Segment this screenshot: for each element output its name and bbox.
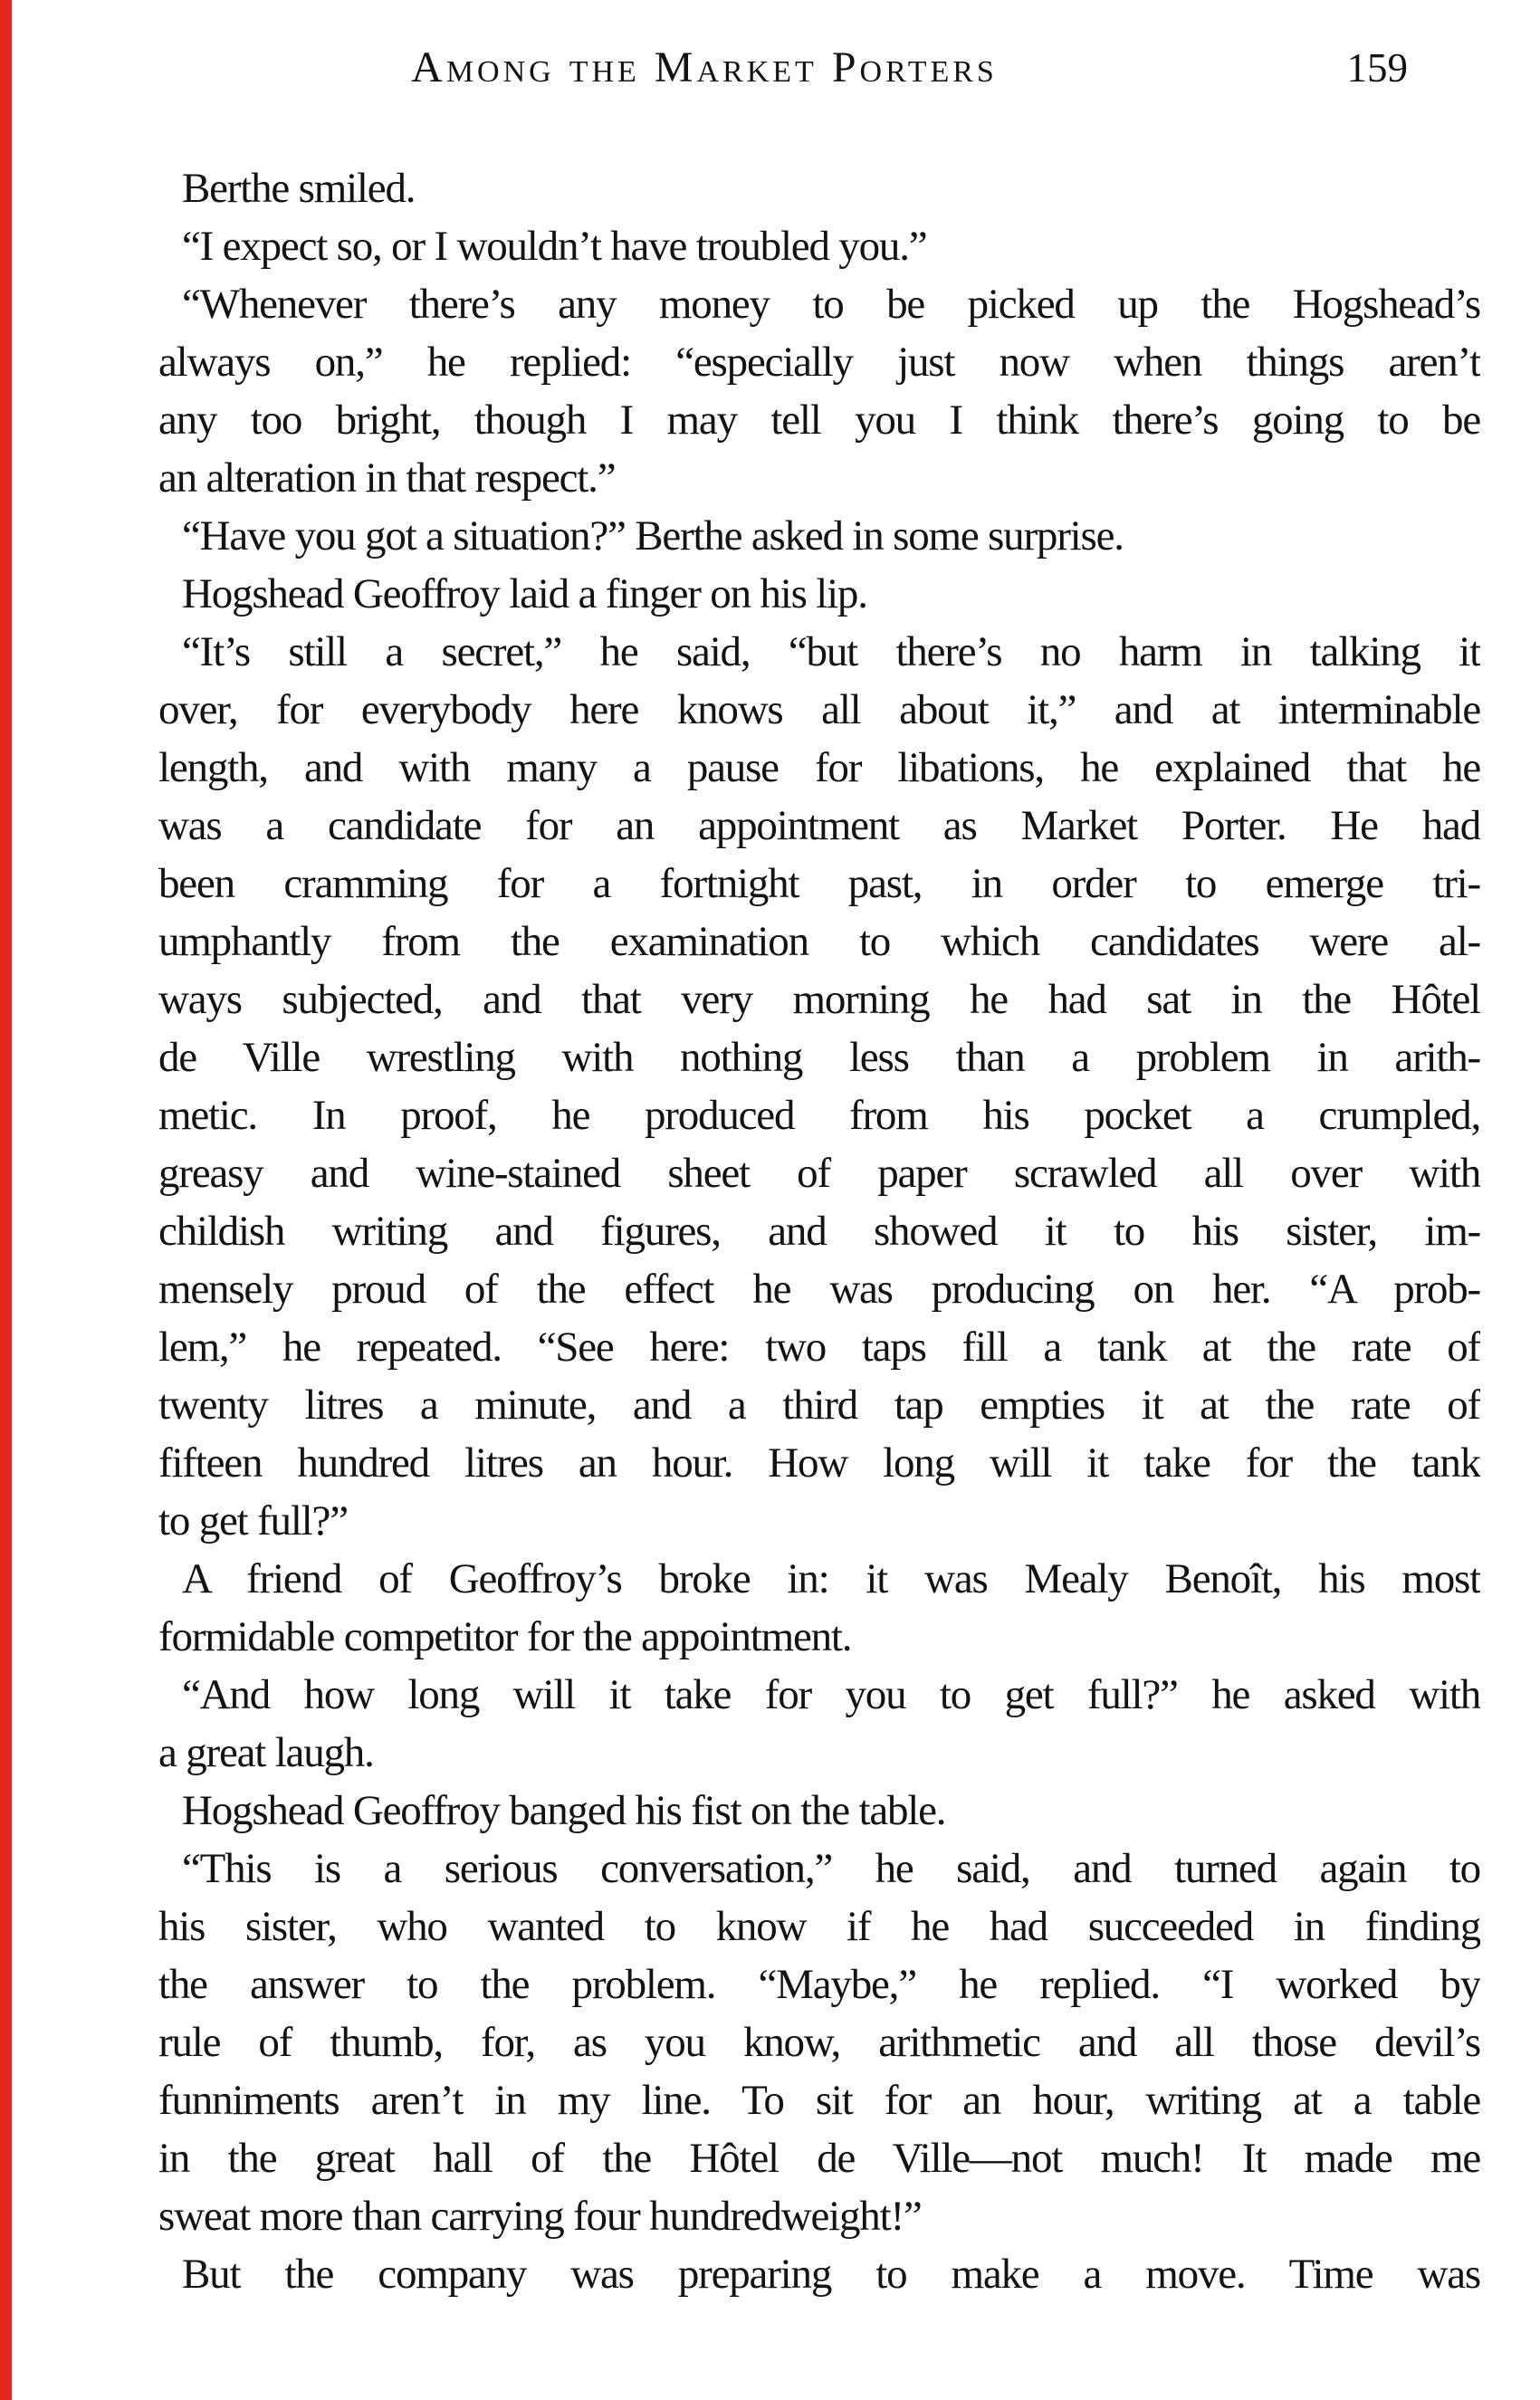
page-header xyxy=(0,45,1540,100)
text-line: in the great hall of the Hôtel de Ville—not much! It made me xyxy=(158,2135,1480,2182)
text-line: his sister, who wanted to know if he had succeeded in finding xyxy=(158,1903,1480,1950)
text-line: any too bright, though I may tell you I think there’s going to be xyxy=(158,397,1480,444)
text-line: mensely proud of the effect he was producing on her. “A prob- xyxy=(158,1266,1480,1313)
text-line: length, and with many a pause for libations, he explained that he xyxy=(158,744,1480,791)
text-line: to get full?” xyxy=(158,1497,348,1544)
text-line: funniments aren’t in my line. To sit for an hour, writing at a table xyxy=(158,2077,1480,2124)
text-line: twenty litres a minute, and a third tap empties it at the rate of xyxy=(158,1382,1480,1429)
text-line: always on,” he replied: “especially just now when things aren’t xyxy=(158,339,1480,386)
text-line: greasy and wine-stained sheet of paper scrawled all over with xyxy=(158,1150,1480,1197)
text-line: “This is a serious conversation,” he said, and turned again to xyxy=(182,1845,1480,1892)
text-line: But the company was preparing to make a move. Time was xyxy=(182,2251,1480,2298)
text-line: formidable competitor for the appointment. xyxy=(158,1613,852,1660)
text-line: “And how long will it take for you to get full?” he asked with xyxy=(182,1671,1480,1718)
text-line: “I expect so, or I wouldn’t have troubled you.” xyxy=(182,223,927,270)
page-number: 159 xyxy=(1346,45,1408,91)
text-line: “Whenever there’s any money to be picked up the Hogshead’s xyxy=(182,281,1480,328)
text-line: lem,” he repeated. “See here: two taps fill a tank at the rate of xyxy=(158,1324,1480,1371)
text-line: “Have you got a situation?” Berthe asked in some surprise. xyxy=(182,512,1124,559)
text-line: Hogshead Geoffroy banged his fist on the table. xyxy=(182,1787,946,1834)
text-line: over, for everybody here knows all about it,” and at interminable xyxy=(158,686,1480,733)
text-line: was a candidate for an appointment as Market Porter. He had xyxy=(158,802,1480,849)
text-line: a great laugh. xyxy=(158,1729,374,1776)
text-line: childish writing and figures, and showed it to his sister, im- xyxy=(158,1208,1480,1255)
text-line: de Ville wrestling with nothing less than a problem in arith- xyxy=(158,1034,1480,1081)
text-line: an alteration in that respect.” xyxy=(158,454,616,502)
text-line: the answer to the problem. “Maybe,” he replied. “I worked by xyxy=(158,1961,1480,2008)
text-line: “It’s still a secret,” he said, “but there’s no harm in talking it xyxy=(182,628,1480,675)
text-line: A friend of Geoffroy’s broke in: it was Mealy Benoît, his most xyxy=(182,1555,1480,1602)
text-line: Berthe smiled. xyxy=(182,165,416,212)
text-block xyxy=(158,159,1480,2303)
text-line: umphantly from the examination to which candidates were al- xyxy=(158,918,1480,965)
book-edge-stripe xyxy=(0,0,12,2400)
text-line: been cramming for a fortnight past, in order to emerge tri- xyxy=(158,860,1480,907)
text-line: fifteen hundred litres an hour. How long will it take for the tank xyxy=(158,1439,1480,1487)
text-line: metic. In proof, he produced from his pocket a crumpled, xyxy=(158,1092,1480,1139)
text-line: rule of thumb, for, as you know, arithmetic and all those devil’s xyxy=(158,2019,1480,2066)
chapter-title: Among the Market Porters xyxy=(411,43,998,91)
text-line: Hogshead Geoffroy laid a finger on his lip. xyxy=(182,570,867,617)
text-line: sweat more than carrying four hundredweight!” xyxy=(158,2193,922,2240)
text-line: ways subjected, and that very morning he had sat in the Hôtel xyxy=(158,976,1480,1023)
